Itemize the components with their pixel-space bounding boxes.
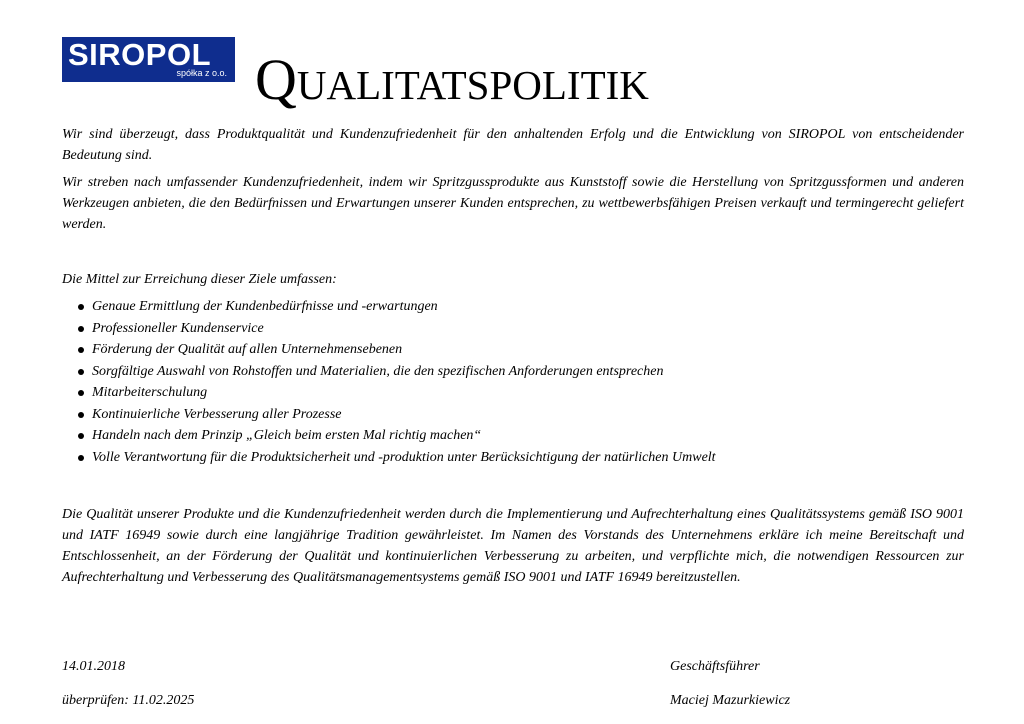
document-body (62, 124, 964, 588)
logo-subtitle: spółka z o.o. (176, 68, 227, 78)
footer-signature (670, 650, 790, 718)
measures-list (62, 296, 964, 468)
signatory-name: Maciej Mazurkiewicz (670, 693, 791, 708)
footer-dates (62, 650, 194, 718)
list-item: Kontinuierliche Verbesserung aller Prozesse (92, 404, 964, 426)
intro-paragraph-1: Wir sind überzeugt, dass Produktqualität und Kundenzufriedenheit für den anhaltenden Erfolg und die Entwicklung von SIROPOL von entscheidender Bedeutung sind. (62, 127, 964, 163)
list-item: Förderung der Qualität auf allen Unternehmensebenen (92, 339, 964, 361)
logo-name: SIROPOL (68, 37, 212, 72)
list-lead: Die Mittel zur Erreichung dieser Ziele umfassen: (62, 272, 337, 287)
review-date: überprüfen: 11.02.2025 (62, 693, 195, 708)
closing-paragraph: Die Qualität unserer Produkte und die Kundenzufriedenheit werden durch die Implementierung und Aufrechterhaltung eines Qualitätssystems gemäß ISO 9001 und IATF 16949 sowie durch eine langjährige Tradition gewährleistet. Im Namen des Vorstands des Unternehmens erkläre ich meine Bereitschaft und Entschlossenheit, an der Förderung der Qualität und kontinuierlichen Verbesserung zu arbeiten, und verpflichte mich, die notwendigen Ressourcen zur Aufrechterhaltung und Verbesserung des Qualitätsmanagementsystems gemäß ISO 9001 und IATF 16949 bereitzustellen. (62, 507, 964, 585)
list-item: Handeln nach dem Prinzip „Gleich beim ersten Mal richtig machen“ (92, 425, 964, 447)
page-title: Qualitatspolitik (255, 47, 649, 112)
list-item: Volle Verantwortung für die Produktsicherheit und -produktion unter Berücksichtigung der natürlichen Umwelt (92, 447, 964, 469)
intro-paragraph-2: Wir streben nach umfassender Kundenzufriedenheit, indem wir Spritzgussprodukte aus Kunststoff sowie die Herstellung von Spritzgussformen und anderen Werkzeugen anbieten, die den Bedürfnissen und Erwartungen unserer Kunden entsprechen, zu wettbewerbsfähigen Preisen verkauft und termingerecht geliefert werden. (62, 175, 964, 232)
siropol-logo (62, 37, 235, 82)
list-item: Sorgfältige Auswahl von Rohstoffen und Materialien, die den spezifischen Anforderungen entsprechen (92, 361, 964, 383)
list-item: Genaue Ermittlung der Kundenbedürfnisse und -erwartungen (92, 296, 964, 318)
issue-date: 14.01.2018 (62, 659, 125, 674)
list-item: Professioneller Kundenservice (92, 318, 964, 340)
signatory-role: Geschäftsführer (670, 659, 760, 674)
list-item: Mitarbeiterschulung (92, 382, 964, 404)
